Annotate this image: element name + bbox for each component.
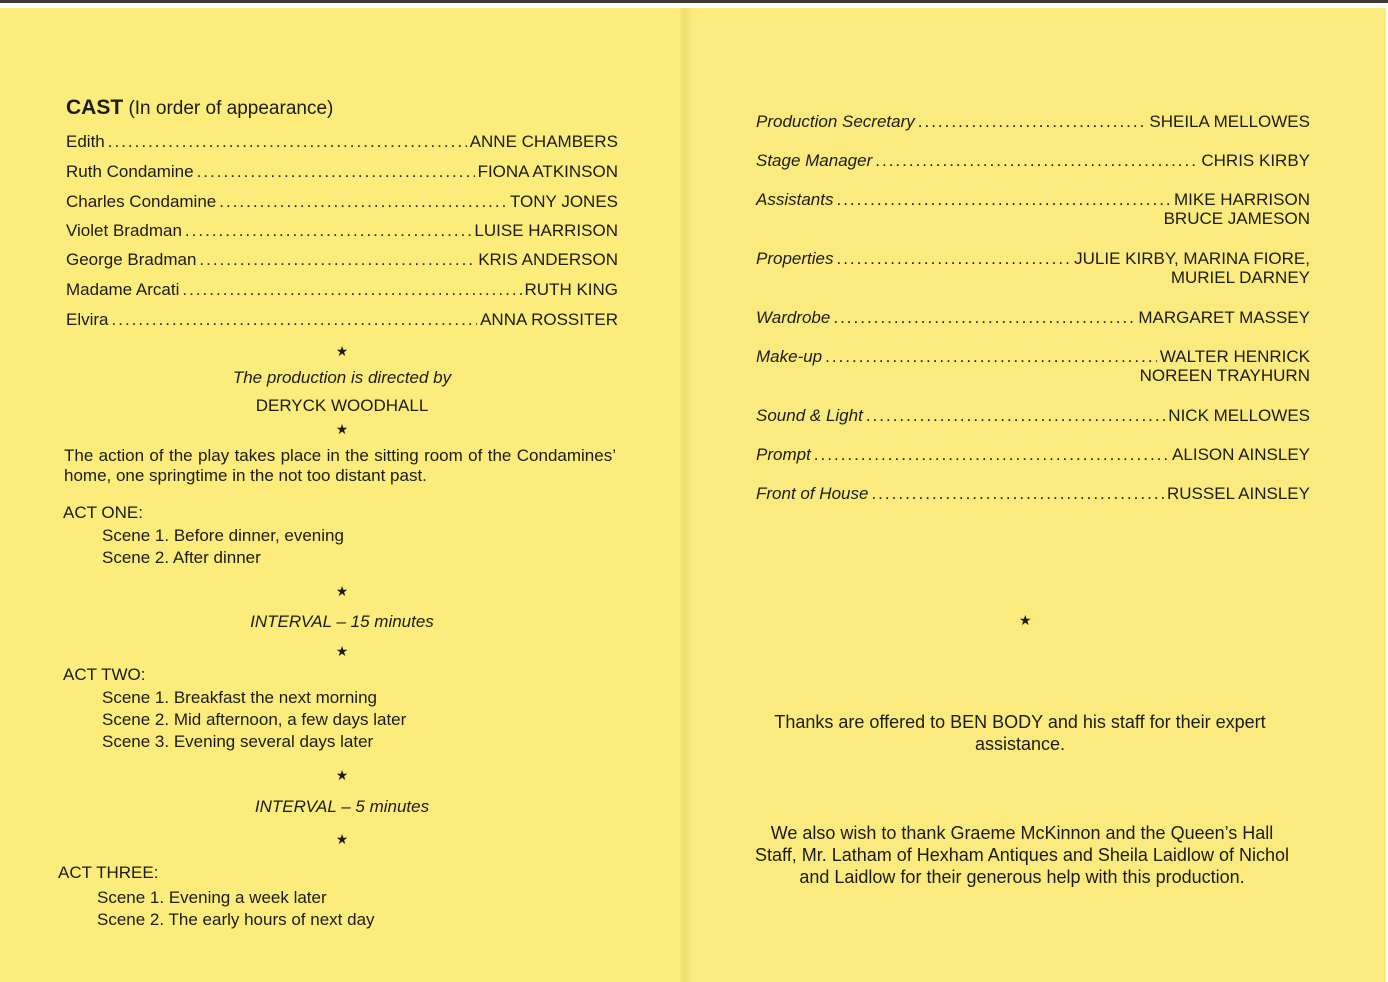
- character-name: Ruth Condamine: [66, 162, 194, 181]
- character-name: George Bradman: [66, 250, 197, 269]
- leader-dots: [197, 162, 475, 182]
- star-icon: ★: [335, 343, 349, 359]
- interval-two: INTERVAL – 5 minutes: [254, 797, 430, 816]
- cast-row: [66, 190, 618, 212]
- actor-name: RUTH KING: [524, 280, 618, 299]
- crew-role: Wardrobe: [756, 308, 831, 327]
- character-name: Charles Condamine: [66, 192, 217, 211]
- crew-name: NICK MELLOWES: [1168, 406, 1310, 425]
- cast-subtitle: (In order of appearance): [128, 98, 334, 119]
- star-icon: ★: [335, 831, 349, 847]
- cast-row: [66, 219, 618, 241]
- leader-dots: [825, 347, 1157, 367]
- crew-role: Make-up: [756, 347, 823, 366]
- crew-role: Assistants: [756, 190, 834, 209]
- leader-dots: [112, 310, 478, 330]
- leader-dots: [875, 151, 1198, 171]
- character-name: Edith: [66, 132, 105, 151]
- scene-line: Scene 1. Evening a week later: [97, 888, 327, 907]
- leader-dots: [814, 445, 1169, 465]
- crew-name: CHRIS KIRBY: [1201, 151, 1310, 170]
- setting-paragraph: The action of the play takes place in the sitting room of the Condamines’ home, one springtime in the not too distant past.: [64, 446, 616, 485]
- crew-name: RUSSEL AINSLEY: [1167, 484, 1310, 503]
- cast-row: [66, 248, 618, 270]
- crew-row: [756, 149, 1310, 171]
- cast-title: CAST: [66, 96, 124, 119]
- character-name: Violet Bradman: [66, 221, 182, 240]
- leader-dots: [871, 484, 1164, 504]
- leader-dots: [833, 308, 1135, 328]
- cast-row: [66, 130, 618, 152]
- star-icon: ★: [335, 583, 349, 599]
- scene-line: Scene 2. Mid afternoon, a few days later: [102, 710, 407, 729]
- leader-dots: [185, 221, 471, 241]
- leader-dots: [836, 249, 1071, 269]
- actor-name: LUISE HARRISON: [474, 221, 618, 240]
- star-icon: ★: [335, 643, 349, 659]
- star-icon: ★: [335, 421, 349, 437]
- leader-dots: [182, 280, 521, 300]
- crew-row: [756, 110, 1310, 132]
- scene-line: Scene 2. After dinner: [102, 548, 261, 567]
- act-one-title: ACT ONE:: [63, 503, 143, 522]
- star-icon: ★: [1019, 612, 1032, 628]
- crew-role: Front of House: [756, 484, 869, 503]
- crew-name-continued: BRUCE JAMESON: [1163, 209, 1310, 228]
- cast-row: [66, 160, 618, 182]
- cast-row: [66, 308, 618, 330]
- crew-row: [756, 443, 1310, 465]
- actor-name: TONY JONES: [509, 192, 618, 211]
- crew-role: Properties: [756, 249, 834, 268]
- crew-role: Stage Manager: [756, 151, 873, 170]
- crew-row: [756, 404, 1310, 426]
- actor-name: ANNE CHAMBERS: [469, 132, 618, 151]
- crew-name: WALTER HENRICK: [1159, 347, 1310, 366]
- actor-name: FIONA ATKINSON: [477, 162, 618, 181]
- cast-row: [66, 278, 618, 300]
- crew-name: MARGARET MASSEY: [1138, 308, 1310, 327]
- leader-dots: [836, 190, 1170, 210]
- scene-line: Scene 1. Before dinner, evening: [102, 526, 344, 545]
- crew-name: SHEILA MELLOWES: [1149, 112, 1310, 131]
- actor-name: ANNA ROSSITER: [480, 310, 618, 329]
- leader-dots: [199, 250, 475, 270]
- director-name: DERYCK WOODHALL: [255, 396, 429, 415]
- directed-by-line: The production is directed by: [232, 368, 452, 387]
- actor-name: KRIS ANDERSON: [478, 250, 618, 269]
- interval-one: INTERVAL – 15 minutes: [250, 612, 434, 631]
- crew-role: Prompt: [756, 445, 811, 464]
- scene-line: Scene 2. The early hours of next day: [97, 910, 375, 929]
- scene-line: Scene 3. Evening several days later: [102, 732, 374, 751]
- leader-dots: [108, 132, 467, 152]
- crew-row: [756, 306, 1310, 328]
- character-name: Elvira: [66, 310, 109, 329]
- thanks-ben-body: Thanks are offered to BEN BODY and his staff for their expert assistance.: [774, 712, 1266, 754]
- crew-name-continued: NOREEN TRAYHURN: [1139, 366, 1310, 385]
- scene-line: Scene 1. Breakfast the next morning: [102, 688, 377, 707]
- cast-heading: [66, 96, 333, 120]
- star-icon: ★: [335, 767, 349, 783]
- leader-dots: [866, 406, 1165, 426]
- leader-dots: [219, 192, 507, 212]
- crew-name: JULIE KIRBY, MARINA FIORE,: [1074, 249, 1310, 268]
- thanks-acknowledgements: We also wish to thank Graeme McKinnon and the Queen’s Hall Staff, Mr. Latham of Hexham Antiques and Sheila Laidlow of Nichol and Laidlow for their generous help with this production.: [755, 823, 1289, 887]
- scan-edge: [0, 0, 1388, 3]
- character-name: Madame Arcati: [66, 280, 180, 299]
- crew-role: Production Secretary: [756, 112, 915, 131]
- crew-name: ALISON AINSLEY: [1172, 445, 1310, 464]
- crew-row: [756, 247, 1310, 269]
- crew-name: MIKE HARRISON: [1173, 190, 1310, 209]
- act-two-title: ACT TWO:: [63, 665, 146, 684]
- crew-name-continued: MURIEL DARNEY: [1170, 268, 1310, 287]
- crew-row: [756, 188, 1310, 210]
- crew-row: [756, 345, 1310, 367]
- crew-row: [756, 482, 1310, 504]
- act-three-title: ACT THREE:: [58, 863, 159, 882]
- leader-dots: [918, 112, 1147, 132]
- crew-role: Sound & Light: [756, 406, 863, 425]
- page-fold: [680, 8, 690, 982]
